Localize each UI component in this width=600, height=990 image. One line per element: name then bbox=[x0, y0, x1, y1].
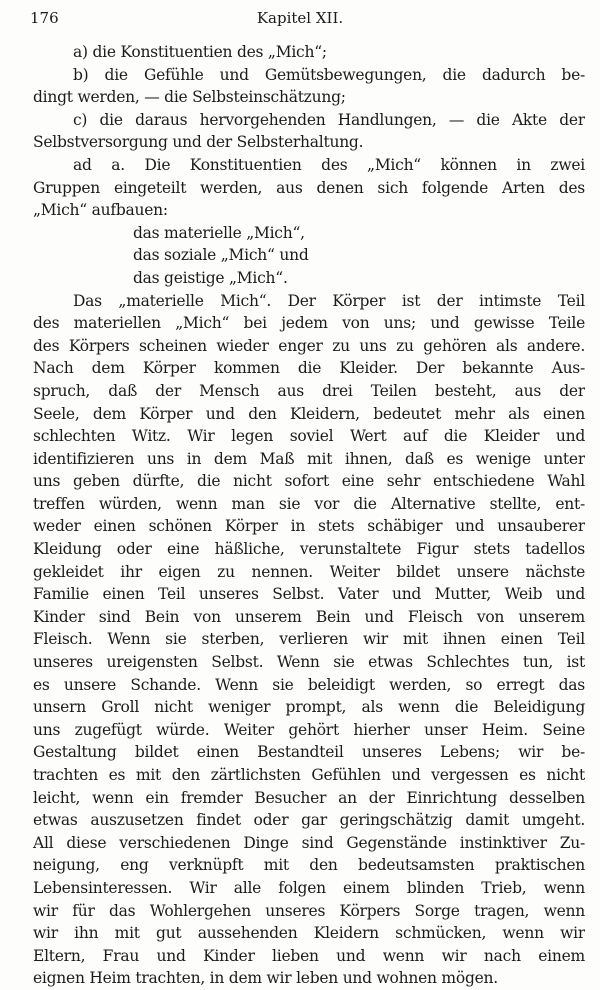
list-item: das materielle „Mich“, bbox=[133, 223, 305, 242]
text-line: unsern Groll nicht weniger prompt, als wenn die Beleidigung bbox=[33, 698, 585, 717]
list-item: das geistige „Mich“. bbox=[133, 268, 288, 287]
text-line: trachten es mit den zärtlichsten Gefühlen und vergessen es nicht bbox=[33, 766, 585, 784]
page-number: 176 bbox=[30, 9, 59, 27]
text-line: Kinder sind Bein von unserem Bein und Fleisch von unserem bbox=[33, 607, 585, 626]
text-line: Kleidung oder eine häßliche, verunstaltete Figur stets tadellos bbox=[33, 540, 585, 559]
text-line: treffen würden, wenn man sie vor die Alternative stellte, ent- bbox=[33, 494, 585, 513]
text-line: des Körpers scheinen wieder enger zu uns zu gehören als andere. bbox=[33, 336, 585, 355]
text-line: etwas auszusetzen findet oder gar geringschätzig damit umgeht. bbox=[33, 811, 585, 830]
text-line: dingt werden, — die Selbsteinschätzung; bbox=[33, 88, 346, 107]
running-header bbox=[0, 6, 600, 30]
text-line: wir für das Wohlergehen unseres Körpers Sorge tragen, wenn bbox=[33, 901, 585, 920]
text-line: Selbstversorgung und der Selbsterhaltung. bbox=[33, 133, 364, 152]
text-line: weder einen schönen Körper in stets schäbiger und unsauberer bbox=[33, 517, 585, 536]
paragraph-start: Das „materielle Mich“. Der Körper ist der intimste Teil bbox=[73, 291, 585, 310]
text-line: spruch, daß der Mensch aus drei Teilen besteht, aus der bbox=[33, 381, 585, 400]
text-line: uns zugefügt würde. Weiter gehört hierher unser Heim. Seine bbox=[33, 720, 585, 739]
text-line: Gruppen eingeteilt werden, aus denen sich folgende Arten des bbox=[33, 178, 585, 197]
text-line: eignen Heim trachten, in dem wir leben und wohnen mögen. bbox=[33, 969, 498, 988]
text-line: unseres ureigensten Selbst. Wenn sie etwas Schlechtes tun, ist bbox=[33, 653, 585, 672]
paragraph-start: ad a. Die Konstituentien des „Mich“ können in zwei bbox=[73, 155, 585, 174]
text-line: Seele, dem Körper und den Kleidern, bedeutet mehr als einen bbox=[33, 404, 585, 423]
text-line: Gestaltung bildet einen Bestandteil unseres Lebens; wir be- bbox=[33, 743, 585, 762]
list-item-b: b) die Gefühle und Gemütsbewegungen, die dadurch be- bbox=[73, 65, 585, 84]
text-line: es unsere Schande. Wenn sie beleidigt werden, so erregt das bbox=[33, 675, 585, 694]
text-line: wir ihn mit gut aussehenden Kleidern schmücken, wenn wir bbox=[33, 924, 585, 943]
text-line: neigung, eng verknüpft mit den bedeutsamsten praktischen bbox=[33, 856, 585, 875]
text-line: All diese verschiedenen Dinge sind Gegenstände instinktiver Zu- bbox=[33, 833, 585, 852]
text-line: leicht, wenn ein fremder Besucher an der Einrichtung desselben bbox=[33, 788, 585, 807]
text-line: Familie einen Teil unseres Selbst. Vater und Mutter, Weib und bbox=[33, 585, 585, 604]
chapter-title: Kapitel XII. bbox=[256, 9, 344, 27]
text-line: „Mich“ aufbauen: bbox=[33, 201, 168, 220]
text-line: identifizieren uns in dem Maß mit ihnen, daß es wenige unter bbox=[33, 449, 585, 468]
text-line: Nach dem Körper kommen die Kleider. Der bekannte Aus- bbox=[33, 359, 585, 378]
text-line: schlechten Witz. Wir legen soviel Wert auf die Kleider und bbox=[33, 427, 585, 446]
text-line: uns geben dürfte, die nicht sofort eine sehr entschiedene Wahl bbox=[33, 472, 585, 491]
text-line: gekleidet ihr eigen zu nennen. Weiter bildet unsere nächste bbox=[33, 562, 585, 581]
list-item-c: c) die daraus hervorgehenden Handlungen, — die Akte der bbox=[73, 110, 585, 129]
page-body bbox=[33, 41, 585, 990]
text-line: Fleisch. Wenn sie sterben, verlieren wir mit ihnen einen Teil bbox=[33, 630, 585, 649]
list-item-a: a) die Konstituentien des „Mich“; bbox=[73, 43, 327, 61]
list-item: das soziale „Mich“ und bbox=[133, 246, 309, 265]
text-line: Eltern, Frau und Kinder lieben und wenn wir nach einem bbox=[33, 946, 585, 965]
text-line: Lebensinteressen. Wir alle folgen einem blinden Trieb, wenn bbox=[33, 878, 585, 897]
text-line: des materiellen „Mich“ bei jedem von uns; und gewisse Teile bbox=[33, 314, 585, 333]
